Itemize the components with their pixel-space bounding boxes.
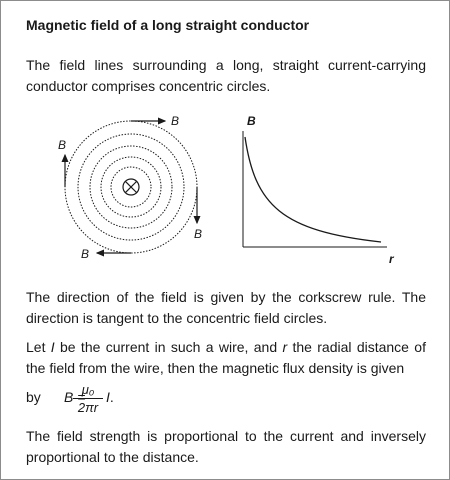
conclusion-paragraph: The field strength is proportional to the current and inversely proportional to the distance. bbox=[26, 428, 426, 465]
graph-y-label: B bbox=[247, 114, 256, 128]
field-figure bbox=[1, 113, 449, 273]
formula-end: . bbox=[109, 389, 114, 405]
inverse-curve bbox=[245, 137, 381, 242]
flux-text-part3: the radial distance of the field from the wire, then the magnetic flux density is given bbox=[26, 339, 426, 376]
section-title: Magnetic field of a long straight conductor bbox=[26, 17, 310, 33]
fraction-bar bbox=[73, 398, 103, 399]
conductor-into-page-icon bbox=[123, 179, 139, 195]
field-label-right: B bbox=[194, 227, 203, 241]
field-label-top: B bbox=[171, 114, 180, 128]
formula-lhs: B = bbox=[64, 389, 86, 405]
flux-density-formula bbox=[26, 382, 426, 418]
field-strength-graph bbox=[243, 114, 395, 266]
formula-numerator: μ₀ bbox=[81, 382, 95, 397]
formula-factor: I bbox=[106, 389, 110, 405]
flux-text-part2: be the current in such a wire, and bbox=[54, 339, 283, 355]
flux-density-paragraph bbox=[26, 337, 426, 379]
current-variable: I bbox=[50, 339, 55, 355]
formula-lead: by bbox=[26, 389, 41, 405]
flux-text-part1: Let bbox=[26, 339, 51, 355]
field-label-left: B bbox=[58, 138, 67, 152]
graph-x-label: r bbox=[389, 252, 394, 266]
direction-paragraph: The direction of the field is given by the corkscrew rule. The direction is tangent to the concentric field circles. bbox=[26, 289, 426, 326]
intro-paragraph: The field lines surrounding a long, straight current-carrying conductor comprises concentric circles. bbox=[26, 57, 426, 94]
formula-tail bbox=[106, 389, 114, 405]
formula-denominator: 2πr bbox=[77, 400, 99, 415]
field-label-bottom: B bbox=[81, 247, 90, 261]
formula-fraction bbox=[73, 382, 103, 415]
radius-variable: r bbox=[282, 339, 288, 355]
